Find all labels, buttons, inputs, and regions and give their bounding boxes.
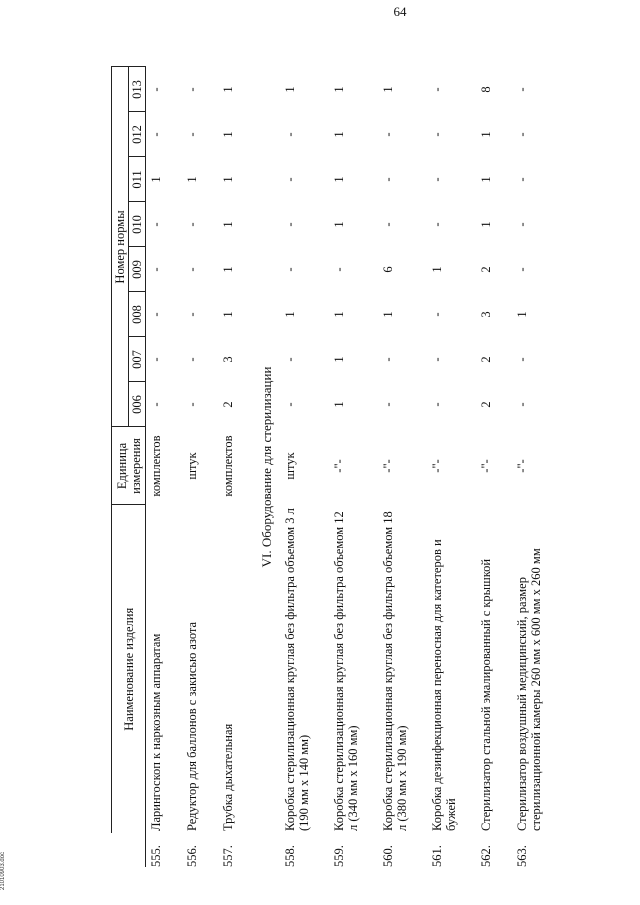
row-value: - [515, 222, 529, 227]
row-value: 1 [185, 176, 199, 183]
row-value: 1 [430, 266, 444, 273]
row-value: - [283, 132, 297, 137]
row-value: 1 [479, 221, 493, 228]
row-value: 1 [221, 131, 235, 138]
row-value: 1 [221, 86, 235, 93]
row-value: - [149, 357, 163, 362]
row-value: - [515, 177, 529, 182]
row-value: - [283, 267, 297, 272]
header-norm-012: 012 [129, 112, 146, 157]
header-norm-008: 008 [129, 292, 146, 337]
row-value: - [430, 312, 444, 317]
table-row [280, 67, 329, 867]
row-number: 555. [149, 845, 163, 867]
row-value: - [283, 222, 297, 227]
row-value: 2 [221, 401, 235, 408]
row-value: 1 [332, 311, 346, 318]
header-item-name: Наименование изделия [112, 505, 146, 833]
row-value: 1 [283, 311, 297, 318]
rotated-table-sheet [111, 67, 543, 867]
row-value: - [149, 267, 163, 272]
row-number: 558. [283, 845, 297, 867]
row-value: - [381, 177, 395, 182]
row-value: - [381, 132, 395, 137]
row-item-name: Коробка дезинфекционная переносная для катетеров и бужей [430, 539, 458, 831]
row-item-name: Коробка стерилизационная круглая без фильтра объемом 12 л (340 мм x 160 мм) [332, 511, 360, 831]
row-unit: комплектов [221, 435, 235, 497]
header-num-blank [112, 833, 146, 867]
header-norm-006: 006 [129, 382, 146, 427]
row-value: - [430, 402, 444, 407]
row-value: - [515, 357, 529, 362]
row-value: 1 [221, 176, 235, 183]
row-value: 1 [515, 311, 529, 318]
row-item-name: Трубка дыхательная [221, 723, 235, 831]
row-value: 6 [381, 266, 395, 273]
row-number: 557. [221, 845, 235, 867]
row-value: 1 [332, 401, 346, 408]
row-value: 1 [332, 131, 346, 138]
row-value: - [381, 357, 395, 362]
header-norm-013: 013 [129, 67, 146, 112]
row-item-name: Стерилизатор стальной эмалированный с крышкой [479, 558, 493, 831]
row-number: 560. [381, 845, 395, 867]
row-number: 561. [430, 845, 444, 867]
row-value: - [185, 132, 199, 137]
row-number: 563. [515, 845, 529, 867]
row-unit: комплектов [149, 435, 163, 497]
row-value: 1 [283, 86, 297, 93]
row-value: 1 [479, 176, 493, 183]
row-value: - [430, 177, 444, 182]
row-value: - [381, 402, 395, 407]
file-reference: 21010903.doc [0, 851, 6, 890]
row-value: - [149, 312, 163, 317]
row-number: 559. [332, 845, 346, 867]
row-unit: -"- [332, 459, 346, 473]
header-norm-011: 011 [129, 157, 146, 202]
row-value: 1 [381, 311, 395, 318]
table-row [378, 67, 427, 867]
row-unit: штук [185, 452, 199, 480]
row-value: - [430, 357, 444, 362]
norms-table [111, 66, 571, 867]
row-value: - [149, 132, 163, 137]
row-item-name: Коробка стерилизационная круглая без фильтра объемом 18 л (380 мм x 190 мм) [381, 511, 409, 831]
row-value: - [283, 357, 297, 362]
row-value: 1 [149, 176, 163, 183]
row-item-name: Редуктор для баллонов с закисью азота [185, 621, 199, 831]
section-title: VI. Оборудование для стерилизации [258, 366, 274, 568]
row-number: 556. [185, 845, 199, 867]
table-row [182, 67, 218, 867]
row-value: - [283, 402, 297, 407]
row-value: - [430, 222, 444, 227]
row-value: - [185, 87, 199, 92]
row-value: - [381, 222, 395, 227]
row-value: 1 [479, 131, 493, 138]
row-value: - [149, 87, 163, 92]
row-value: - [149, 222, 163, 227]
header-norm-010: 010 [129, 202, 146, 247]
row-value: 8 [479, 86, 493, 93]
row-value: - [149, 402, 163, 407]
row-value: - [185, 222, 199, 227]
row-value: - [332, 267, 346, 272]
row-value: 2 [479, 266, 493, 273]
row-value: - [430, 87, 444, 92]
table-row [146, 67, 183, 867]
row-value: 1 [332, 86, 346, 93]
row-item-name: Ларингоскоп к наркозным аппаратам [149, 633, 163, 831]
header-norm-group: Номер нормы [112, 67, 129, 427]
row-value: 3 [221, 356, 235, 363]
header-norm-009: 009 [129, 247, 146, 292]
header-unit: Единица измерения [112, 427, 146, 505]
row-value: 1 [332, 356, 346, 363]
table-row [476, 67, 512, 867]
row-number: 562. [479, 845, 493, 867]
row-value: 1 [221, 221, 235, 228]
row-value: 3 [479, 311, 493, 318]
row-value: 2 [479, 401, 493, 408]
row-value: - [185, 357, 199, 362]
header-norm-007: 007 [129, 337, 146, 382]
row-value: - [185, 267, 199, 272]
row-unit: -"- [479, 459, 493, 473]
row-item-name: Коробка стерилизационная круглая без фильтра объемом 3 л (190 мм x 140 мм) [283, 508, 311, 831]
row-unit: штук [283, 452, 297, 480]
section-row [254, 67, 280, 867]
table-row [427, 67, 476, 867]
row-value: 2 [479, 356, 493, 363]
row-item-name: Стерилизатор воздушный медицинский, размер стерилизационной камеры 260 мм x 600 мм x 260 мм [515, 548, 543, 831]
row-value: 1 [332, 221, 346, 228]
row-value: - [185, 402, 199, 407]
row-value: - [515, 402, 529, 407]
row-value: 1 [381, 86, 395, 93]
row-value: - [515, 267, 529, 272]
row-value: - [283, 177, 297, 182]
page-number: 64 [393, 4, 407, 19]
table-row [512, 67, 571, 867]
row-unit: -"- [430, 459, 444, 473]
row-unit: -"- [381, 459, 395, 473]
row-value: - [515, 132, 529, 137]
row-value: 1 [221, 311, 235, 318]
row-value: - [430, 132, 444, 137]
row-value: - [515, 87, 529, 92]
row-value: - [185, 312, 199, 317]
table-row [329, 67, 378, 867]
table-row [218, 67, 254, 867]
row-value: 1 [221, 266, 235, 273]
row-unit: -"- [515, 459, 529, 473]
row-value: 1 [332, 176, 346, 183]
